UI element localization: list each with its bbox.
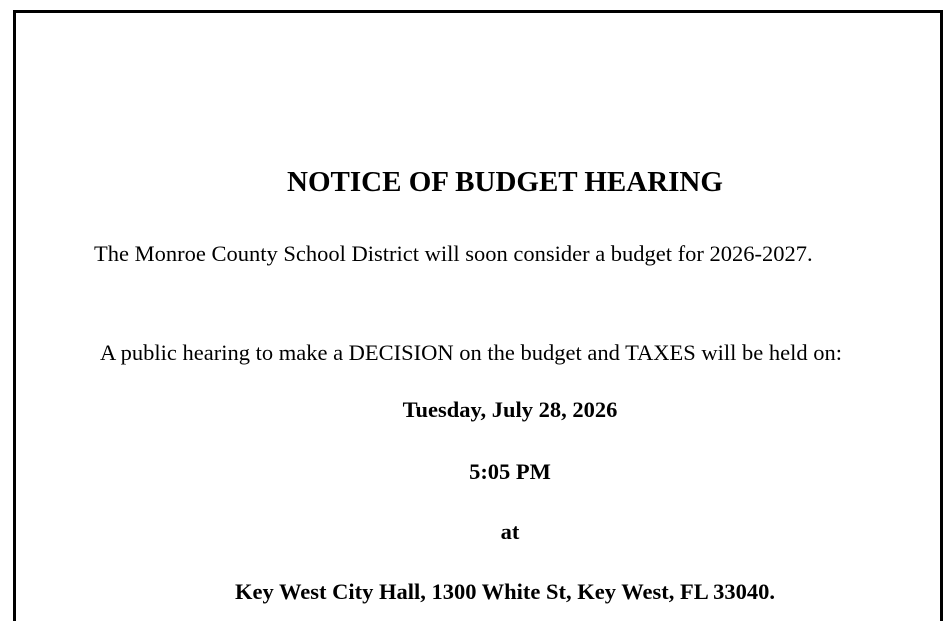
- hearing-address: Key West City Hall, 1300 White St, Key West, FL 33040.: [235, 579, 775, 604]
- notice-intro: The Monroe County School District will soon consider a budget for 2026-2027.: [94, 241, 813, 266]
- hearing-time: 5:05 PM: [469, 459, 551, 484]
- at-label: at: [500, 519, 520, 544]
- hearing-date: Tuesday, July 28, 2026: [402, 397, 618, 422]
- notice-title: NOTICE OF BUDGET HEARING: [287, 166, 723, 198]
- hearing-description: A public hearing to make a DECISION on the budget and TAXES will be held on:: [100, 340, 843, 365]
